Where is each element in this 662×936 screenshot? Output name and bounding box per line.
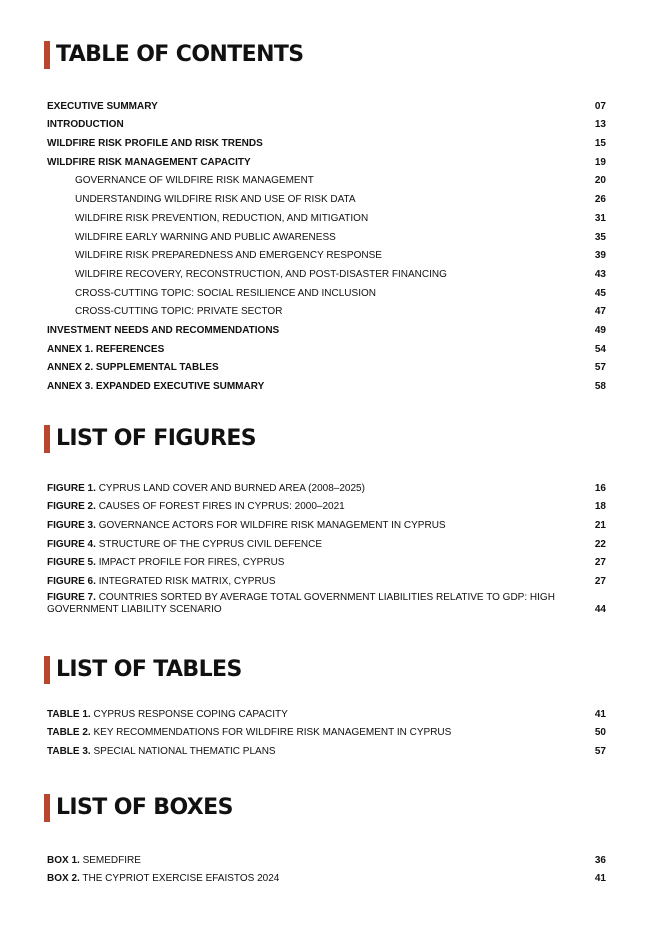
figure-label: FIGURE 7. [47, 592, 96, 604]
accent-bar [44, 656, 50, 684]
figure-entry[interactable] [47, 588, 606, 616]
table-title: KEY RECOMMENDATIONS FOR WILDFIRE RISK MANAGEMENT IN CYPRUS [93, 727, 452, 739]
page-number: 50 [594, 727, 606, 739]
page-number: 13 [594, 119, 606, 131]
box-label: BOX 2. [47, 873, 80, 885]
figure-entry[interactable] [47, 476, 606, 495]
toc-list [47, 94, 606, 393]
page-number: 36 [594, 854, 606, 866]
toc-subentry[interactable]: CROSS-CUTTING TOPIC: SOCIAL RESILIENCE AND INCLUSION 45 [75, 287, 606, 299]
tables-heading [44, 656, 606, 684]
figure-title: IMPACT PROFILE FOR FIRES, CYPRUS [98, 557, 285, 569]
box-title: SEMEDFIRE [82, 854, 141, 866]
table-entry[interactable] [47, 702, 606, 721]
toc-section [44, 41, 606, 392]
toc-entry[interactable]: EXECUTIVE SUMMARY 07 [47, 100, 606, 112]
page-number: 54 [594, 343, 606, 355]
figure-title: GOVERNANCE ACTORS FOR WILDFIRE RISK MANAGEMENT IN CYPRUS [98, 520, 446, 532]
figure-title: CAUSES OF FOREST FIRES IN CYPRUS: 2000–2021 [98, 501, 345, 513]
figures-section [44, 425, 606, 616]
accent-bar [44, 425, 50, 453]
figure-label: FIGURE 5. [47, 557, 96, 569]
page-number: 31 [594, 212, 606, 224]
box-title: THE CYPRIOT EXERCISE EFAISTOS 2024 [82, 873, 280, 885]
figure-entry[interactable] [47, 495, 606, 514]
box-entry[interactable] [47, 848, 606, 867]
figure-title: COUNTRIES SORTED BY AVERAGE TOTAL GOVERNMENT LIABILITIES RELATIVE TO GDP: HIGH GOVERNMENT LIABILITY SCENARIO [47, 592, 555, 616]
page-number: 41 [594, 708, 606, 720]
boxes-heading [44, 794, 606, 822]
table-label: TABLE 3. [47, 746, 91, 758]
page-number: 43 [594, 268, 606, 280]
page-number: 39 [594, 250, 606, 262]
figure-entry[interactable] [47, 551, 606, 570]
page-number: 44 [594, 604, 606, 616]
tables-list [47, 702, 606, 758]
toc-subentry[interactable]: WILDFIRE RISK PREPAREDNESS AND EMERGENCY RESPONSE 39 [75, 250, 606, 262]
toc-subentry[interactable]: WILDFIRE RISK PREVENTION, REDUCTION, AND MITIGATION 31 [75, 212, 606, 224]
table-label: TABLE 1. [47, 708, 91, 720]
toc-entry[interactable]: INVESTMENT NEEDS AND RECOMMENDATIONS 49 [47, 324, 606, 336]
page-number: 27 [594, 576, 606, 588]
page-number: 20 [594, 175, 606, 187]
toc-heading [44, 41, 606, 69]
toc-subentry[interactable]: WILDFIRE EARLY WARNING AND PUBLIC AWARENESS 35 [75, 231, 606, 243]
page-number: 19 [594, 156, 606, 168]
page-number: 45 [594, 287, 606, 299]
page-number: 27 [594, 557, 606, 569]
toc-entry[interactable]: ANNEX 1. REFERENCES 54 [47, 343, 606, 355]
toc-title: TABLE OF CONTENTS [56, 42, 304, 67]
page-number: 49 [594, 324, 606, 336]
page-number: 35 [594, 231, 606, 243]
page-number: 21 [594, 520, 606, 532]
page-number: 18 [594, 501, 606, 513]
toc-entry[interactable]: INTRODUCTION 13 [47, 119, 606, 131]
tables-section [44, 656, 606, 758]
figure-label: FIGURE 4. [47, 538, 96, 550]
page-number: 16 [594, 482, 606, 494]
figure-title: CYPRUS LAND COVER AND BURNED AREA (2008–2025) [98, 482, 365, 494]
page-number: 07 [594, 100, 606, 112]
box-entry[interactable] [47, 867, 606, 886]
accent-bar [44, 41, 50, 69]
figures-heading [44, 425, 606, 453]
page-number: 47 [594, 306, 606, 318]
boxes-section [44, 794, 606, 885]
page-number: 15 [594, 138, 606, 150]
page-number: 57 [594, 362, 606, 374]
table-label: TABLE 2. [47, 727, 91, 739]
page-number: 22 [594, 538, 606, 550]
figure-label: FIGURE 1. [47, 482, 96, 494]
figure-label: FIGURE 6. [47, 576, 96, 588]
toc-entry[interactable]: ANNEX 2. SUPPLEMENTAL TABLES 57 [47, 362, 606, 374]
toc-entry[interactable]: WILDFIRE RISK MANAGEMENT CAPACITY 19 [47, 156, 606, 168]
figures-list [47, 476, 606, 616]
table-title: CYPRUS RESPONSE COPING CAPACITY [93, 708, 288, 720]
page-number: 57 [594, 746, 606, 758]
page-number: 58 [594, 381, 606, 392]
page-number: 26 [594, 194, 606, 206]
toc-subentry[interactable]: UNDERSTANDING WILDFIRE RISK AND USE OF RISK DATA 26 [75, 194, 606, 206]
accent-bar [44, 794, 50, 822]
figure-label: FIGURE 3. [47, 520, 96, 532]
table-title: SPECIAL NATIONAL THEMATIC PLANS [93, 746, 276, 758]
boxes-list [47, 848, 606, 885]
figure-entry[interactable] [47, 513, 606, 532]
box-label: BOX 1. [47, 854, 80, 866]
tables-title: LIST OF TABLES [56, 657, 242, 682]
figure-label: FIGURE 2. [47, 501, 96, 513]
figures-title: LIST OF FIGURES [56, 426, 257, 451]
figure-title: STRUCTURE OF THE CYPRUS CIVIL DEFENCE [98, 538, 323, 550]
toc-subentry[interactable]: CROSS-CUTTING TOPIC: PRIVATE SECTOR 47 [75, 306, 606, 318]
toc-entry[interactable]: ANNEX 3. EXPANDED EXECUTIVE SUMMARY 58 [47, 381, 606, 392]
table-entry[interactable] [47, 739, 606, 758]
figure-entry[interactable] [47, 532, 606, 551]
toc-subentry[interactable]: GOVERNANCE OF WILDFIRE RISK MANAGEMENT 20 [75, 175, 606, 187]
toc-subentry[interactable]: WILDFIRE RECOVERY, RECONSTRUCTION, AND POST-DISASTER FINANCING 43 [75, 268, 606, 280]
toc-entry[interactable]: WILDFIRE RISK PROFILE AND RISK TRENDS 15 [47, 138, 606, 150]
boxes-title: LIST OF BOXES [56, 795, 233, 820]
table-entry[interactable] [47, 721, 606, 740]
figure-title: INTEGRATED RISK MATRIX, CYPRUS [98, 576, 276, 588]
page-number: 41 [594, 873, 606, 885]
figure-entry[interactable] [47, 569, 606, 588]
